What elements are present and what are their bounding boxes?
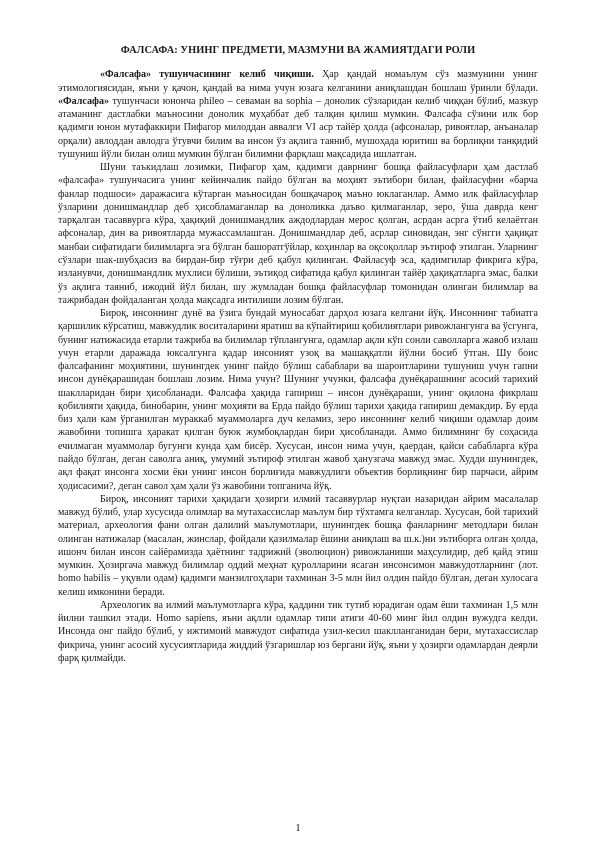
section-lead-heading: «Фалсафа» тушунчасининг келиб чиқиши.: [100, 69, 314, 81]
paragraph-3: Бироқ, инсоннинг дунё ва ўзига бундай муносабат дарҳол юзага келгани йўқ. Инсоннинг табиатга қаршилик кўрсатиш, мавжудлик воситаларини яратиш ва кўпайтириш қобилиятлари ривожлангунга ва ўсгунга, бунинг натижасида етарли тажриба ва билимлар тўплангунга, одамлар ақли кўп сонли саволларга жавоб излаш учун етарли даражада юксалгунга қадар инсоният узоқ ва машаққатли йўлни босиб ўтган. Шу боис фалсафанинг моҳиятини, шунингдек унинг пайдо бўлиш сабаблари ва шароитларини тушуниш учун гапни инсон дунёқарашидан бошлаш лозим. Нима учун? Шунинг учунки, фалсафа дунёқарашнинг асосий тарихий шаклларидан бири ҳисобланади. Фалсафа ҳақида гапириш – инсон дунёқараши, унинг оқилона фикрлаш қобилияти ҳақида, бинобарин, унинг моҳияти ва Ерда пайдо бўлиш тарихи ҳақида гапириш демакдир. Бу ерда биз ҳали кам ўрганилган мураккаб муаммоларга дуч келамиз, зеро инсоннинг келиб чиқиши одамлар доим жавобини топишга ҳаракат қилган буюк жумбоқлардан бири ҳисобланади. Аммо билимнинг бу соҳасида ечилмаган муаммолар бугунги кунда ҳам бисёр. Хусусан, инсон нима учун, қаердан, қайси сабабларга кўра пайдо бўлган, деган саволга аниқ, умумий эътироф этилган жавоб ҳанузгача мавжуд эмас. Худди шунингдек, ақл фақат инсонга хосми ёки унинг инсон борлиғида мавжудлиги объектив борлиқнинг бир парчаси, айрим ҳодисасими?, деган савол ҳам ҳали ўз жавобини топганича йўқ.: [58, 308, 538, 492]
page-number: 1: [295, 823, 301, 834]
paragraph-1-text-b: тушунчаси юнонча phileo – севаман ва sophia – донолик сўзларидан келиб чиққан бўлиб, мазкур атаманинг дастлабки маъносини донолик муҳаббат деб талқин қилиш мумкин. Фалсафа сўзини илк бор қадимги юнон мутафаккири Пифагор милоддан аввалги VI аср тайёр ҳолда (афсоналар, ривоятлар, анъаналар орқали) авлоддан авлодга ўтувчи билим ва инсон ўз ақлига таяниб, мушоҳада юритиш ва борлиқни танқидий тушуниш йўли билан олиш мумкин бўлган билимни фарқлаш мақсадида ишлатган.: [58, 95, 538, 160]
paragraph-4: Бироқ, инсоният тарихи ҳақидаги ҳозирги илмий тасаввурлар нуқтаи назаридан айрим масалалар мавжуд бўлиб, улар хусусида олимлар ва мутахассислар маълум бир тўхтамга келганлар. Хусусан, бой тарихий материал, археология фани олган далилий маълумотлари, шунингдек бошқа фанларнинг методлари билан олинган натижалар (масалан, жинслар, фойдали қазилмалар ёшини аниқлаш ва ш.к.)ни эътиборга олган ҳолда, ишонч билан инсон сайёрамизда ҳаётнинг тадрижий (эволюцион) ривожланиши маҳсулидир, деб қайд этиш мумкин. Ҳозиргача мавжуд билимлар оддий меҳнат қуролларини ясаган инсонсимон мавжудотларнинг (лот. homo habilis – уқувли одам) қадимги манзилгоҳлари тахминан 3-5 млн йил олдин пайдо бўлган, деган хулосага келиш имконини беради.: [58, 493, 538, 598]
term-falsafa-bold: «Фалсафа»: [58, 95, 110, 107]
paragraph-5: Археологик ва илмий маълумотларга кўра, қаддини тик тутиб юрадиган одам ёши тахминан 1,5 млн йилни ташкил этади. Homo sapiens, яъни ақлли одамлар типи атиги 40-60 минг йил олдин вужудга келди. Инсонда онг пайдо бўлиб, у ижтимоий мавжудот сифатида узил-кесил шаклланганидан бери, мутахассислар фикрича, унинг асосий хусусиятларида жиддий ўзгаришлар юз бергани йўқ, яъни у ҳозирги одамлардан деярли фарқ қилмайди.: [58, 599, 538, 664]
paragraph-1: [58, 68, 538, 161]
page-title: ФАЛСАФА: УНИНГ ПРЕДМЕТИ, МАЗМУНИ ВА ЖАМИЯТДАГИ РОЛИ: [120, 45, 476, 56]
paragraph-1-text-a: Ҳар қандай номаълум сўз мазмунини унинг этимологиясидан, яъни у қачон, қандай ва нима учун юзага келганини аниқлашдан бошлаш ўринли бўлади.: [58, 69, 539, 94]
paragraph-2: Шуни таъкидлаш лозимки, Пифагор ҳам, қадимги даврнинг бошқа файласуфлари ҳам дастлаб «фалсафа» тушунчасига унинг кейинчалик пайдо бўлган ва моҳият эътибори билан, файласуфни «барча фанлар подшоси» даражасига кўтарган маъносидан бошқачароқ маъно юклаганлар. Аммо илк файласуфлар ўзларини донишмандлар деб ҳисобламаганлар ва доноликка даъво қилмаганлар, зеро, ўша даврда кенг тарқалган тасаввурга кўра, ҳақиқий донишмандлик аждодлардан мерос қолган, асрдан асрга ўтиб келаётган афсоналар, дин ва ривоятларда мужассамлашган. Донишмандлар деб, асрлар синовидан, энг сўнгги ҳақиқат манбаи сифатидаги билимларга эга бўлган башоратгўйлар, коҳинлар ва оқсоқоллар эътироф этилган. Уларнинг сўзлари шак-шубҳасиз ва бирдан-бир тўғри деб қабул қилинган. Файласуф эса, қадимгилар фикрига кўра, изланувчи, донишмандлик мухлиси бўлиши, эътиқод сифатида қабул қилинган тайёр ҳақиқатларга эмас, балки ўз ақлига таяниб, ижодий йўл билан, шу жумладан бошқа файласуфлар томонидан олинган билимлар ва тажрибадан фойдаланган ҳолда мақсадга интилиши лозим бўлган.: [58, 162, 538, 306]
